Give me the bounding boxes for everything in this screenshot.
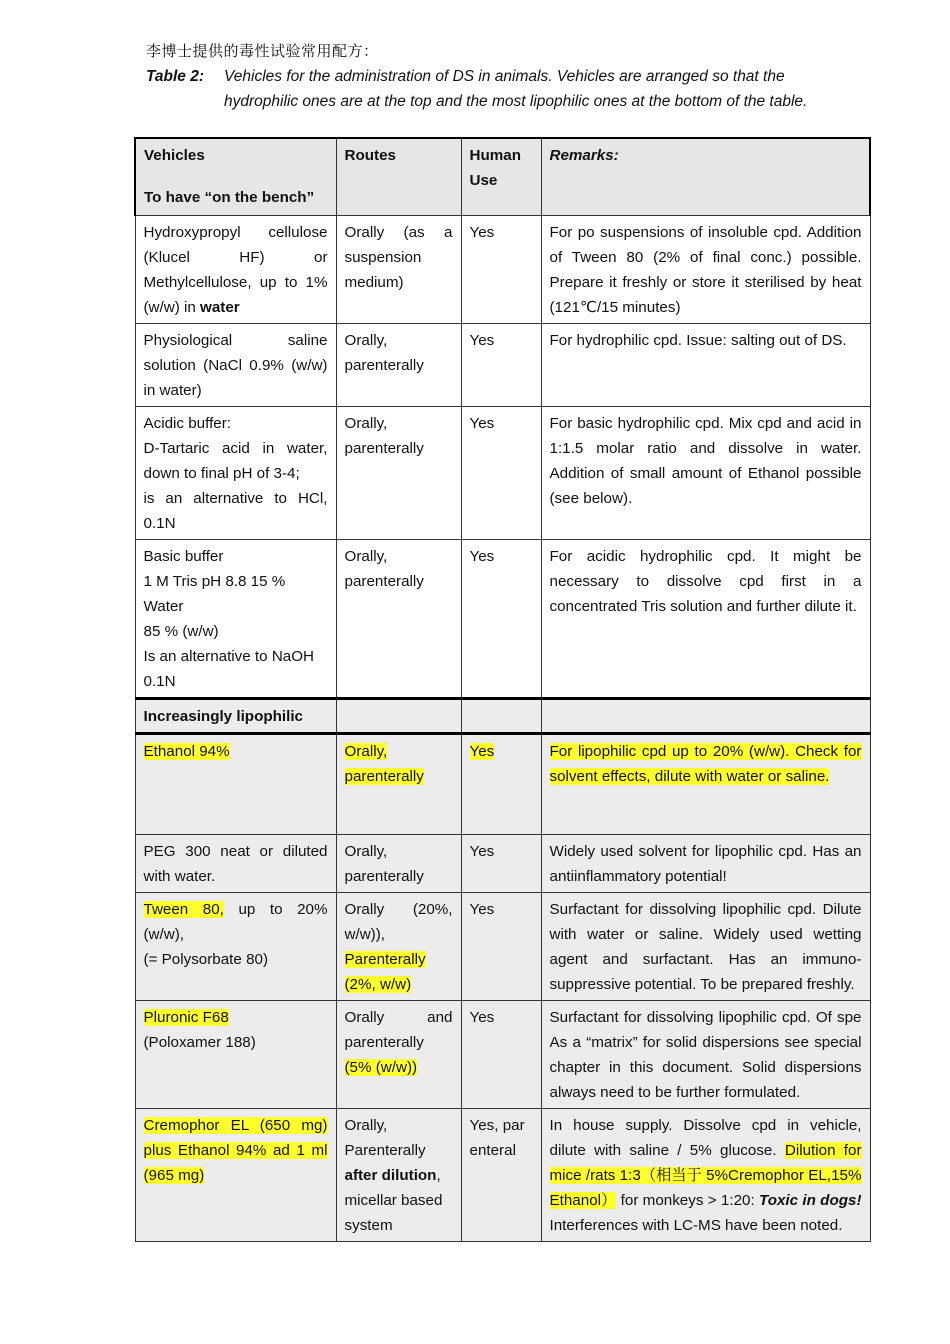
routes-text: , micellar based system <box>344 1167 443 1234</box>
routes-cell <box>336 893 461 1001</box>
caption-text: Vehicles for the administration of DS in animals. Vehicles are arranged so that the hydrophilic ones are at the top and the most lipophilic ones at the bottom of the table. <box>224 68 808 110</box>
remarks-highlight: Dilution for mice /rats 1:3（相当于 5%Cremophor EL,15% Ethanol） <box>549 1142 862 1209</box>
caption-label: Table 2: <box>146 68 204 85</box>
table-row <box>135 1109 870 1242</box>
remarks-warning: Toxic in dogs! <box>758 1192 862 1209</box>
vehicle-line: Acidic buffer: <box>143 415 232 432</box>
vehicle-line: 85 % (w/w) <box>143 623 219 640</box>
routes-cell <box>336 1001 461 1109</box>
header-remarks: Remarks: <box>541 138 870 216</box>
table-row <box>135 540 870 699</box>
section-row <box>135 699 870 734</box>
vehicle-cell: Physiological saline solution (NaCl 0.9% (w/w) in water) <box>135 324 336 407</box>
routes-cell: Orally, parenterally <box>336 540 461 699</box>
header-human-use <box>461 138 541 216</box>
human-use-cell <box>461 734 541 835</box>
header-vehicles <box>135 138 336 216</box>
header-routes: Routes <box>336 138 461 216</box>
intro-note: 李博士提供的毒性试验常用配方： <box>146 42 379 60</box>
header-vehicles-label: Vehicles <box>144 147 205 164</box>
vehicles-table <box>134 137 871 1242</box>
remarks-cell: For hydrophilic cpd. Issue: salting out of DS. <box>541 324 870 407</box>
remarks-text: for monkeys > 1:20: <box>616 1192 759 1209</box>
human-use-cell: Yes <box>461 1001 541 1109</box>
vehicle-text: up to 20% (w/w), <box>143 901 328 943</box>
table-row <box>135 216 870 324</box>
header-use-label: Use <box>469 172 498 189</box>
table-row <box>135 734 870 835</box>
remarks-cell: For po suspensions of insoluble cpd. Addition of Tween 80 (2% of final conc.) possible. Prepare it freshly or store it sterilised by heat (121℃/15 minutes) <box>541 216 870 324</box>
remarks-cell: Surfactant for dissolving lipophilic cpd. Dilute with water or saline. Widely used wetting agent and surfactant. Has an immuno-suppressive potential. To be prepared freshly. <box>541 893 870 1001</box>
vehicle-highlight: Pluronic F68 <box>143 1009 229 1026</box>
remarks-cell <box>541 734 870 835</box>
routes-highlight: Orally, <box>344 743 388 760</box>
vehicle-text: (Poloxamer 188) <box>143 1034 256 1051</box>
routes-cell <box>336 1109 461 1242</box>
routes-highlight: parenterally <box>344 768 424 785</box>
vehicle-highlight: Ethanol 94% <box>143 743 230 760</box>
use-highlight: Yes <box>469 743 495 760</box>
section-label: Increasingly lipophilic <box>135 699 336 734</box>
routes-text: Orally (20%, w/w)), <box>344 901 453 943</box>
table-header-row <box>135 138 870 216</box>
header-human-label: Human <box>469 147 521 164</box>
table-row <box>135 1001 870 1109</box>
vehicle-highlight: Tween 80, <box>143 901 224 918</box>
vehicle-cell <box>135 1109 336 1242</box>
vehicle-cell <box>135 1001 336 1109</box>
vehicle-highlight: Cremophor EL (650 mg) plus Ethanol 94% ad 1 ml (965 mg) <box>143 1117 328 1184</box>
routes-highlight: Parenterally (2%, w/w) <box>344 951 426 993</box>
human-use-cell: Yes <box>461 893 541 1001</box>
table-row <box>135 835 870 893</box>
routes-highlight: (5% (w/w)) <box>344 1059 418 1076</box>
vehicle-cell <box>135 893 336 1001</box>
vehicle-text: Hydroxypropyl cellulose (Klucel HF) or Methylcellulose, up to 1% (w/w) in <box>143 224 328 316</box>
human-use-cell: Yes, parenteral <box>461 1109 541 1242</box>
vehicle-cell: PEG 300 neat or diluted with water. <box>135 835 336 893</box>
section-cell <box>541 699 870 734</box>
vehicle-line: is an alternative to HCl, 0.1N <box>143 490 328 532</box>
human-use-cell: Yes <box>461 835 541 893</box>
table-row <box>135 893 870 1001</box>
routes-text: Orally and parenterally <box>344 1009 453 1051</box>
remarks-cell: Surfactant for dissolving lipophilic cpd. Of spe As a “matrix” for solid dispersions see special chapter in this document. Solid dispersions always need to be further formulated. <box>541 1001 870 1109</box>
routes-text: Orally, Parenterally <box>344 1117 426 1159</box>
table-row <box>135 324 870 407</box>
routes-cell <box>336 734 461 835</box>
section-cell <box>336 699 461 734</box>
vehicle-line: Basic buffer <box>143 548 224 565</box>
routes-cell: Orally (as a suspension medium) <box>336 216 461 324</box>
remarks-cell: Widely used solvent for lipophilic cpd. Has an antiinflammatory potential! <box>541 835 870 893</box>
section-cell <box>461 699 541 734</box>
vehicle-line: 1 M Tris pH 8.8 15 % <box>143 573 286 590</box>
remarks-highlight: For lipophilic cpd up to 20% (w/w). Check for solvent effects, dilute with water or saline. <box>549 743 862 785</box>
routes-cell: Orally, parenterally <box>336 835 461 893</box>
vehicle-cell <box>135 407 336 540</box>
vehicle-cell <box>135 540 336 699</box>
remarks-cell: For acidic hydrophilic cpd. It might be necessary to dissolve cpd first in a concentrated Tris solution and further dilute it. <box>541 540 870 699</box>
table-caption <box>146 64 826 114</box>
routes-cell: Orally, parenterally <box>336 324 461 407</box>
remarks-cell <box>541 1109 870 1242</box>
routes-cell: Orally, parenterally <box>336 407 461 540</box>
header-vehicles-sub: To have “on the bench” <box>144 189 315 206</box>
vehicle-text-bold: water <box>200 299 240 316</box>
vehicle-line: Is an alternative to NaOH 0.1N <box>143 648 315 690</box>
remarks-text: In house supply. Dissolve cpd in vehicle, dilute with saline / 5% glucose. <box>549 1117 862 1159</box>
remarks-text: Interferences with LC-MS have been noted. <box>549 1217 843 1234</box>
remarks-cell: For basic hydrophilic cpd. Mix cpd and acid in 1:1.5 molar ratio and dissolve in water. Addition of small amount of Ethanol possible (see below). <box>541 407 870 540</box>
human-use-cell: Yes <box>461 407 541 540</box>
human-use-cell: Yes <box>461 540 541 699</box>
human-use-cell: Yes <box>461 216 541 324</box>
table-row <box>135 407 870 540</box>
vehicle-cell <box>135 216 336 324</box>
vehicle-text: (= Polysorbate 80) <box>143 951 269 968</box>
routes-text-bold: after dilution <box>344 1167 437 1184</box>
vehicle-cell <box>135 734 336 835</box>
human-use-cell: Yes <box>461 324 541 407</box>
vehicle-line: D-Tartaric acid in water, down to final pH of 3-4; <box>143 440 328 482</box>
vehicle-line: Water <box>143 598 184 615</box>
